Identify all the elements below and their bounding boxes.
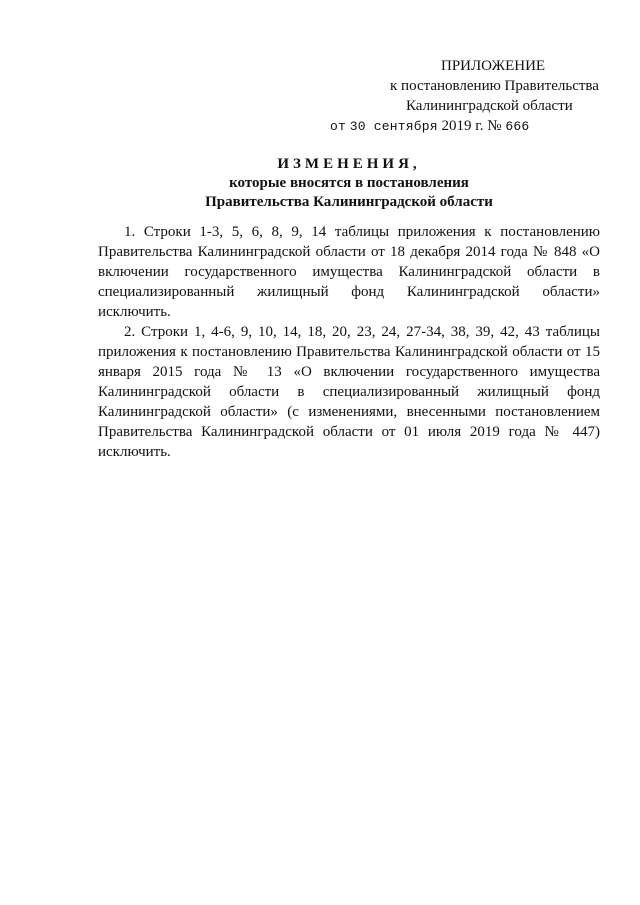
heading-subtitle: которые вносятся в постановления: [229, 175, 469, 191]
appendix-title: ПРИЛОЖЕНИЕ: [441, 58, 546, 74]
heading-subtitle-2: Правительства Калининградской области: [205, 194, 493, 210]
appendix-reference: к постановлению Правительства: [390, 78, 599, 94]
paragraph-item-2: 2. Строки 1, 4-6, 9, 10, 14, 18, 20, 23, 24, 27-34, 38, 39, 42, 43 таблицы приложения к постановлению Правительства Калининградской области от 15 января 2015 года № 13 «О включении государственного имущества Калининградской области в специализированный жилищный фонд Калининградской области» (с изменениями, внесенными постановлением Правительства Калининградской области от 01 июля 2019 года № 447) исключить.: [98, 324, 600, 460]
document-heading: [100, 155, 598, 212]
appendix-year: 2019 г. №: [441, 118, 502, 134]
document-body: [98, 222, 600, 462]
paragraph-item-1: 1. Строки 1-3, 5, 6, 8, 9, 14 таблицы приложения к постановлению Правительства Калининградской области от 18 декабря 2014 года № 848 «О включении государственного имущества Калининградской области в специализированный жилищный фонд Калининградской области» исключить.: [98, 224, 600, 320]
appendix-region: Калининградской области: [406, 98, 573, 114]
appendix-date-prefix: от: [330, 119, 347, 134]
appendix-number: 666: [505, 119, 530, 134]
appendix-date: 30 сентября: [349, 119, 438, 134]
appendix-date-line: [330, 116, 529, 137]
heading-title: ИЗМЕНЕНИЯ,: [277, 156, 421, 172]
